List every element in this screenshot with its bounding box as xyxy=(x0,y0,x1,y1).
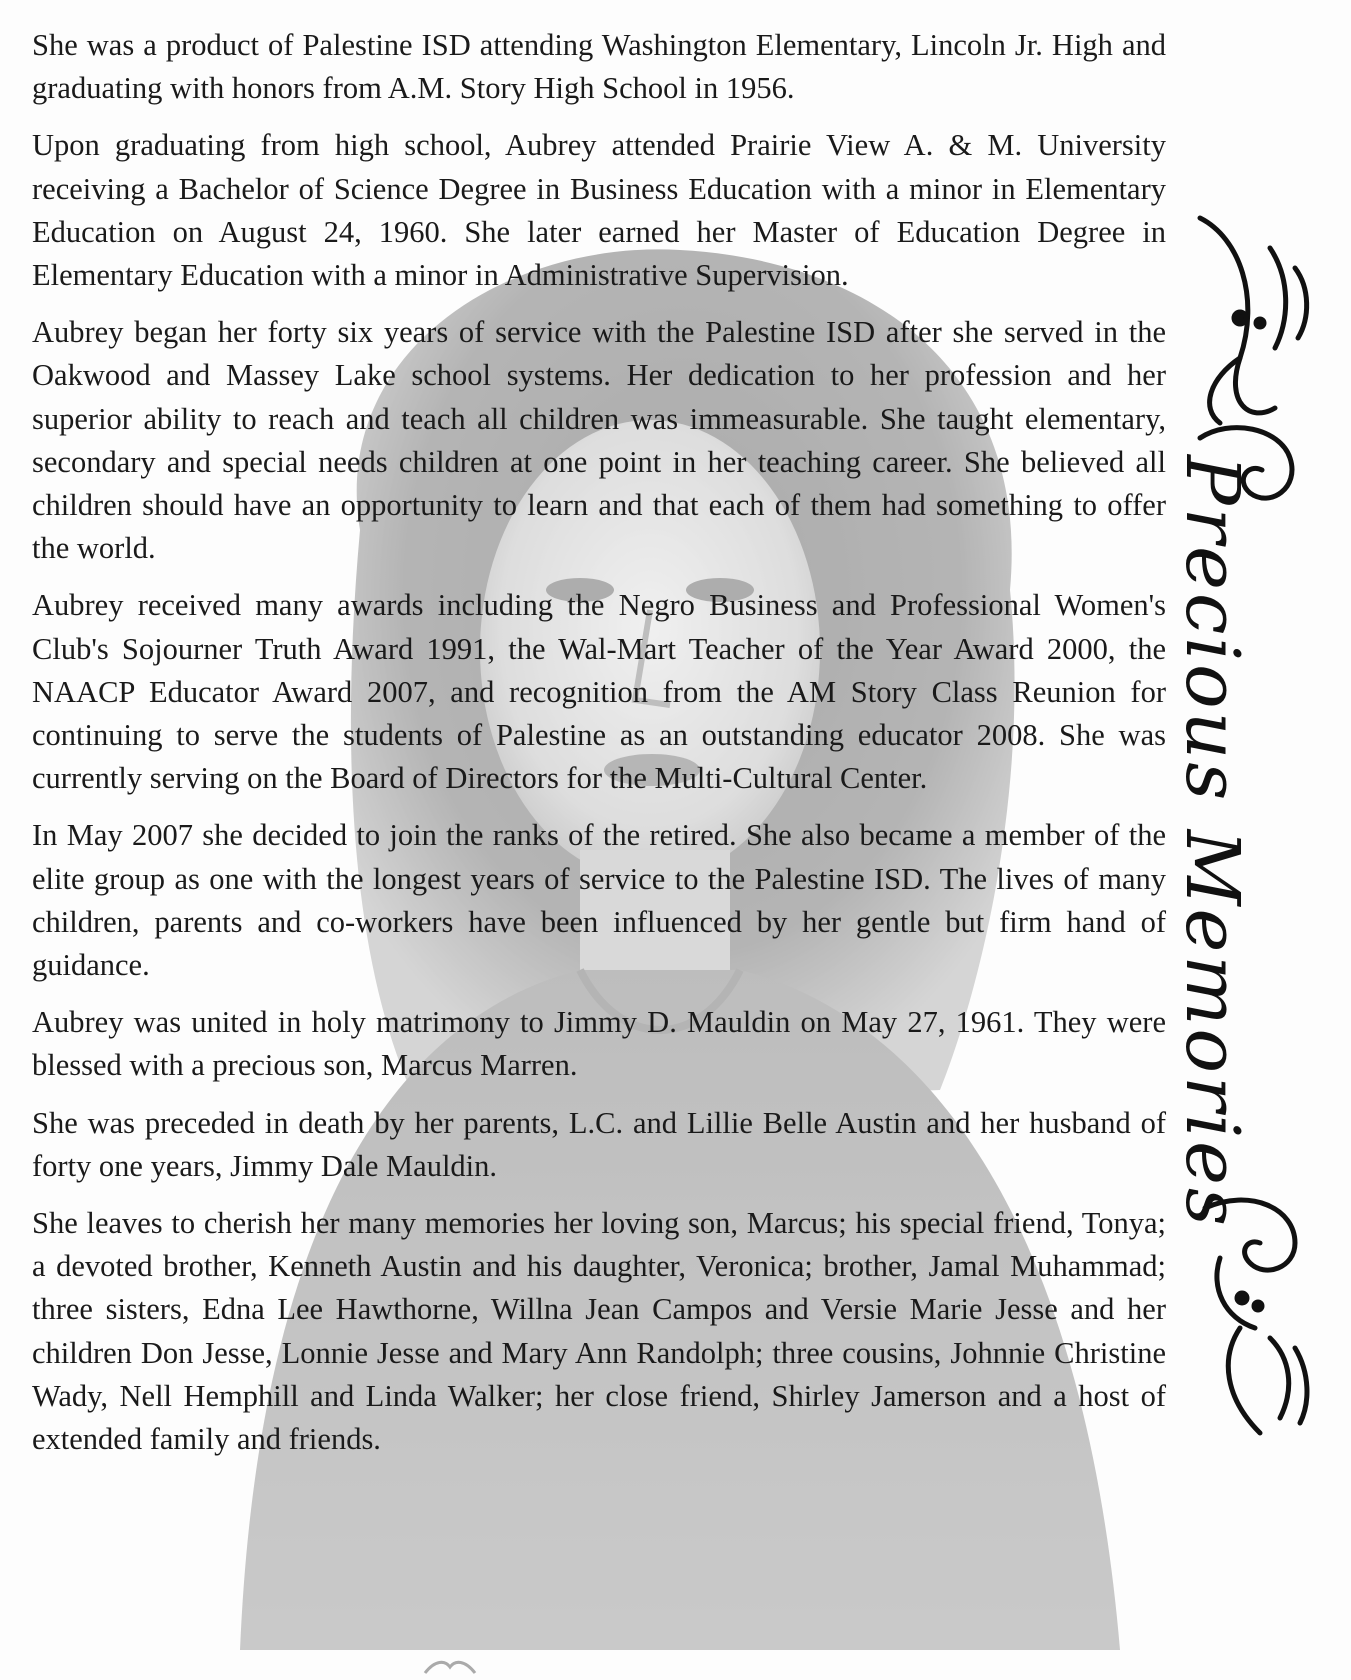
paragraph-marriage: Aubrey was united in holy matrimony to Jimmy D. Mauldin on May 27, 1961. They were blessed with a precious son, Marcus Marren. xyxy=(32,1005,1166,1083)
paragraph-preceded: She was preceded in death by her parents, L.C. and Lillie Belle Austin and her husband of forty one years, Jimmy Dale Mauldin. xyxy=(32,1105,1166,1183)
side-title: Precious Memories xyxy=(1169,455,1255,1229)
bottom-decoration xyxy=(420,1655,480,1675)
scroll-flourish-icon xyxy=(1205,1200,1307,1433)
paragraph-retirement: In May 2007 she decided to join the ranks of the retired. She also became a member of the elite group as one with the longest years of service to the Palestine ISD. The lives of many children, parents and co-workers have been influenced by her gentle but firm hand of guidance. xyxy=(32,818,1166,983)
obituary-text xyxy=(32,24,1166,1475)
paragraph-service: Aubrey began her forty six years of service with the Palestine ISD after she served in the Oakwood and Massey Lake school systems. Her dedication to her profession and her superior ability to reach and teach all children was immeasurable. She taught elementary, secondary and special needs children at one point in her teaching career. She believed all children should have an opportunity to learn and that each of them had something to offer the world. xyxy=(32,315,1166,566)
paragraph-university: Upon graduating from high school, Aubrey attended Prairie View A. & M. University receiving a Bachelor of Science Degree in Business Education with a minor in Elementary Education on August 24, 1960. She later earned her Master of Education Degree in Elementary Education with a minor in Administrative Supervision. xyxy=(32,128,1166,293)
paragraph-survivors: She leaves to cherish her many memories her loving son, Marcus; his special friend, Tonya; a devoted brother, Kenneth Austin and his daughter, Veronica; brother, Jamal Muhammad; three sisters, Edna Lee Hawthorne, Willna Jean Campos and Versie Marie Jesse and her children Don Jesse, Lonnie Jesse and Mary Ann Randolph; three cousins, Johnnie Christine Wady, Nell Hemphill and Linda Walker; her close friend, Shirley Jamerson and a host of extended family and friends. xyxy=(32,1206,1166,1457)
paragraph-awards: Aubrey received many awards including the Negro Business and Professional Women's Club's Sojourner Truth Award 1991, the Wal-Mart Teacher of the Year Award 2000, the NAACP Educator Award 2007, and recognition from the AM Story Class Reunion for continuing to serve the students of Palestine as an outstanding educator 2008. She was currently serving on the Board of Directors for the Multi-Cultural Center. xyxy=(32,588,1166,796)
paragraph-education: She was a product of Palestine ISD attending Washington Elementary, Lincoln Jr. High and graduating with honors from A.M. Story High School in 1956. xyxy=(32,28,1166,106)
